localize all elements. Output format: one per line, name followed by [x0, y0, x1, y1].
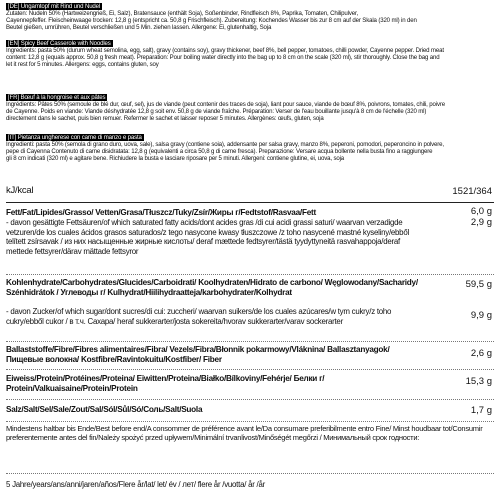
salt-label: Salz/Salt/Sel/Sale/Zout/Sal/Sól/Sůl/Só/Соль/Salt/Suola — [6, 405, 203, 414]
divider — [6, 274, 494, 275]
carb-label: Kohlenhydrate/Carbohydrates/Glucides/Carboidrati/ Koolhydraten/Hidrato de carbono/ Węglowodany/Sacharidy/ Szénhidrátok / Углеводы г/ Kulhydrat/Hiilihydraatteja/karbohydrater/Kolhydrat — [6, 278, 418, 297]
divider — [6, 341, 494, 342]
sugar-label: - davon Zucker/of which sugar/dont sucres/di cui: zuccheri/ waarvan suikers/de los cuales azúcares/w tym cukry/z toho cukry/ebből cukor / в т.ч. Сахара/ heraf sukkerarter/josta sokereita/hvorav sukkerarter/varav sockerarter — [6, 307, 392, 326]
fr-line-1: Ingrédients: Pâtes 50% (semoule de blé dur, œuf, sel), jus de viande (peut contenir des traces de soja), liant pour sauce, viande de bœuf 8%, poivrons, tomates, chili, poivre — [6, 101, 445, 109]
divider — [6, 369, 494, 370]
protein-value: 15,3 g — [465, 376, 492, 387]
sugar-value: 9,9 g — [470, 310, 492, 321]
en-line-2: content: 12,8 g (equals approx. 50,8 g fresh meat). Preparation: Pour boiling water directly into the bag up to 8 cm on the scale (320 ml), stir thoroughly. Close the bag and — [6, 54, 440, 62]
de-header: [DE] Ungarntopf mit Rind und Nudel — [8, 3, 101, 10]
de-line-2: Cayennepfeffer. Fleischeinwaage trocken: 12,8 g (entspricht ca. 50,8 g Frischfleisch). Zubereitung: Kochendes Wasser bis zur 8 cm auf der Skala (320 ml) in den — [6, 17, 417, 25]
fr-line-3: directement dans le sachet, puis bien remuer. Refermer le sachet et laisser reposer 5 minutes. Allergènes: œufs, gluten, soja — [6, 115, 324, 123]
carb-value: 59,5 g — [465, 279, 492, 290]
best-before-text: Mindestens haltbar bis Ende/Best before end/A consommer de préférence avant le/Da consumare preferibilmente entro Fine/ Minst houdbaar tot/Consumir preferentemente antes del fin/Należy spożyć przed upływem/Minimální trvanlivost/Minőségét megőrzi / Минимальный срок годности: — [6, 424, 483, 442]
en-header: [EN] Spicy Beef Casserole with Noodles — [8, 40, 111, 47]
fibre-label: Ballaststoffe/Fibre/Fibres alimentaires/Fibra/ Vezels/Fibra/Błonnik pokarmowy/Vláknina/ Ballasztanyagok/Пищевые волокна/ Kostfibre/Ravintokuitu/Kostfiber/ Fiber — [6, 345, 390, 364]
fr-header: [FR] Bœuf à la hongroise et aux pâtes — [8, 94, 106, 101]
en-section — [6, 40, 494, 68]
energy-label: kJ/kcal — [6, 185, 34, 196]
en-line-3: let it rest for 5 minutes. Allergens: eggs, contains gluten, soy — [6, 61, 159, 69]
divider — [6, 473, 494, 474]
it-line-3: gli 8 cm indicati (320 ml) e agitare bene. Richiudere la busta e lasciare riposare per 5 minuti. Allergeni: contiene glutine, ei, uova, soja — [6, 155, 345, 163]
fr-line-2: de Cayenne. Poids en viande: Viande déshydratée 12,8 g soit env. 50,8 g de viande fraîche. Préparation: Verser de l'eau bouillante jusqu'à 8 cm de l'échelle (320 ml) — [6, 108, 427, 116]
it-section — [6, 134, 494, 162]
divider — [6, 421, 494, 422]
fr-section — [6, 94, 494, 122]
fat-label: Fett/Fat/Lipides/Grasso/ Vetten/Grasa/Tłuszcz/Tuky/Zsír/Жиры г/Fedtstof/Rasvaa/Fett — [6, 208, 316, 217]
divider — [6, 202, 494, 203]
en-line-1: Ingredients: pasta 50% (durum wheat semolina, egg, salt), gravy (contains soy), gravy thickener, beef 8%, bell pepper, tomatoes, chilli powder, Cayenne pepper. Dried meat — [6, 47, 444, 55]
satfat-label: - davon gesättigte Fettsäuren/of which saturated fatty acids/dont acides gras /di cui acidi grassi saturi/ waarvan verzadigde vetzuren/de los cuales ácidos grasos saturados/z tego nasycone kwasy tłuszczowe /z toho nasycené mastné kyseliny/ebből telített zsírsavak / из них насыщенные жирные кислоты/ deraf mættede fedtsyrer/tästä tyydyttyneitä rasvahappoja/deraf mettede fettsyrer/därav mättade fettsyror — [6, 218, 409, 256]
satfat-value: 2,9 g — [470, 217, 492, 228]
it-line-1: Ingredienti: pasta 50% (semola di grano duro, uova, sale), salsa gravy (contiene soia), addensante per salsa gravy, manzo 8%, peperoni, pomodori, peperoncino in polvere, — [6, 141, 444, 149]
shelf-life-text: 5 Jahre/years/ans/anni/jaren/años/Flere år/lat/ let/ év / лет/ flere år /vuotta/ år /år — [6, 480, 266, 489]
divider — [6, 399, 494, 400]
it-line-2: pepe di Cayenna Contenuto di carne disidratata: 12,8 g (equivalenti a circa 50,8 g di carne fresca). Preparazione: Versare acqua bollente nella busta fino a raggiungere — [6, 148, 433, 156]
salt-value: 1,7 g — [470, 405, 492, 416]
fibre-value: 2,6 g — [470, 348, 492, 359]
it-header: [IT] Pietanza ungherese con carne di manzo e pasta — [8, 134, 142, 141]
de-line-1: Zutaten: Nudeln 50% (Hartweizengrieß, Ei, Salz), Bratensauce (enthält Soja), Soßenbinder, Rindfleisch 8%, Paprika, Tomaten, Chilipulver, — [6, 10, 359, 18]
fat-value: 6,0 g — [470, 206, 492, 217]
energy-value: 1521/364 — [452, 186, 492, 197]
protein-label: Eiweiss/Protein/Protéines/Proteina/ Eiwitten/Proteina/Białko/Bílkoviny/Fehérje/ Белки г/ Protein/Valkuaisaine/Protein/Protein — [6, 374, 325, 393]
de-section — [6, 3, 494, 31]
de-line-3: Beutel gießen, umrühren, Beutel verschließen und 5 Min. ziehen lassen. Allergene: Ei, glutenhaltig, Soja — [6, 24, 272, 32]
